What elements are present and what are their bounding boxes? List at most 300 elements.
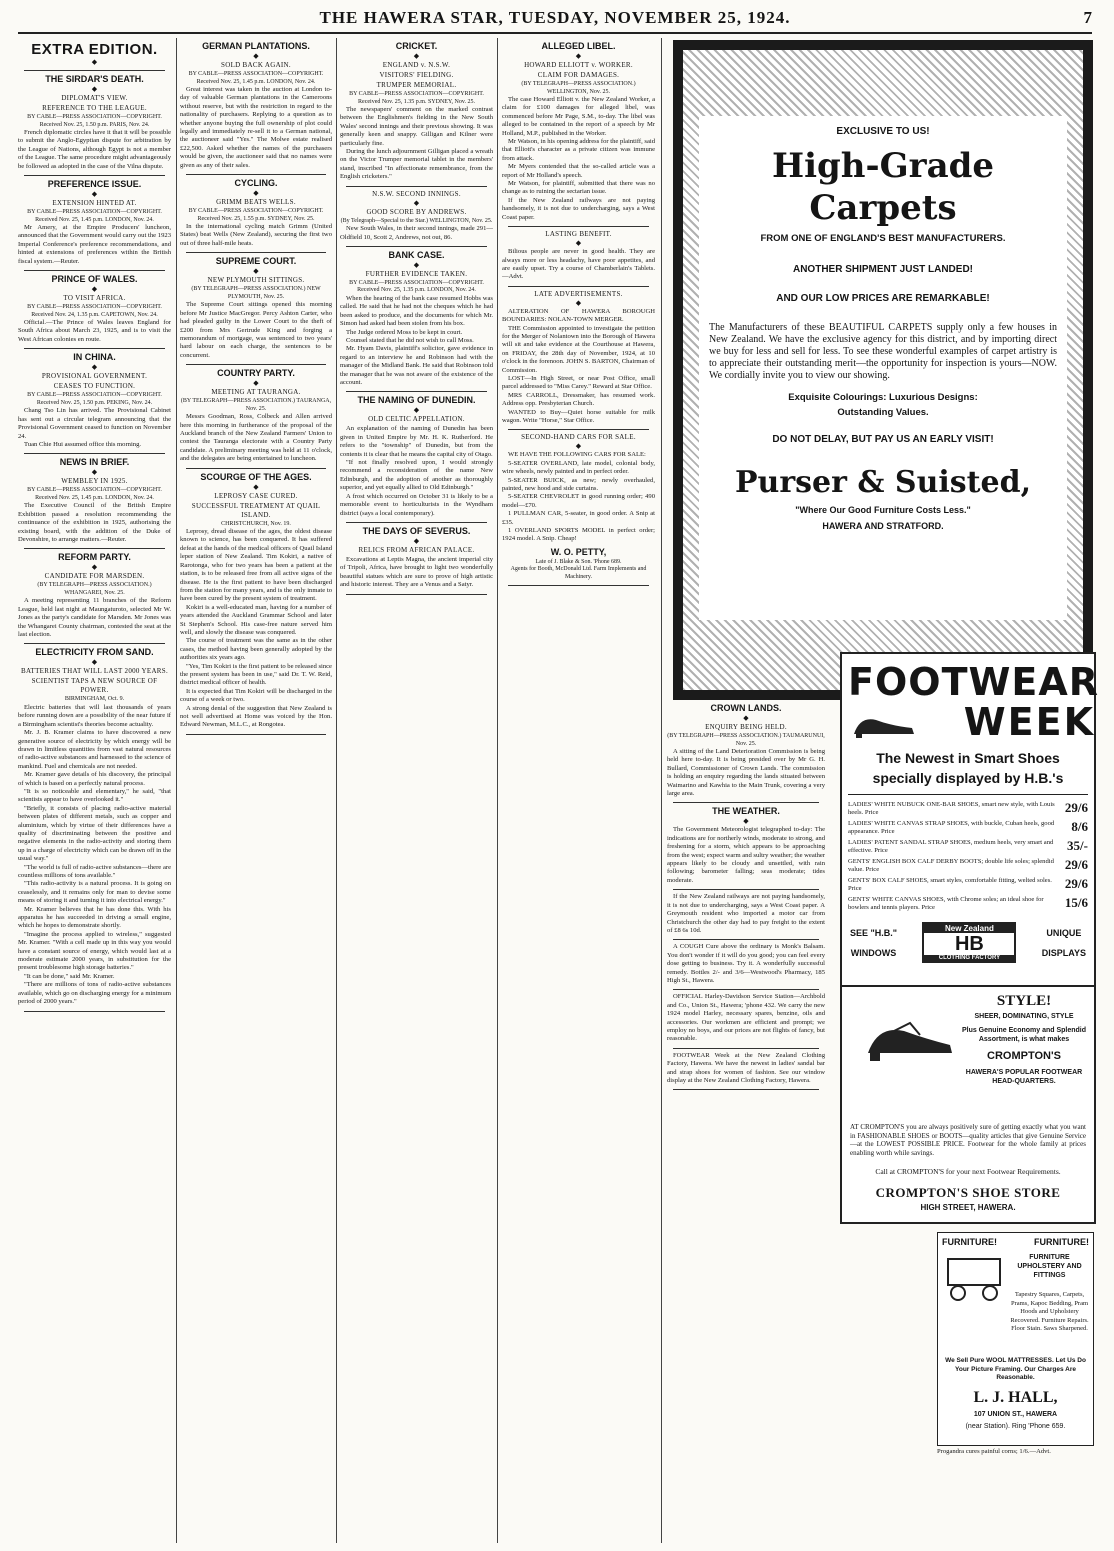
article-subheading: LEPROSY CASE CURED. [214,491,298,500]
paragraph: "The world is full of radio-active substances—there are countless millions of tons available." [18,863,171,879]
article-divider [24,70,165,71]
cromptons-shoe-store-ad [840,985,1096,1224]
ad-line: FROM ONE OF ENGLAND'S BEST MANUFACTURERS. [760,233,1006,244]
ornament-divider: ◆ [253,267,259,276]
item-price: 35/- [1067,838,1088,853]
ornament-divider: ◆ [575,239,582,248]
paragraph: The course of treatment was the same as in the other cases, the method having been generally adopted by the authorities six years ago. [180,637,332,662]
article-body [340,556,493,590]
article-divider [186,468,326,469]
article [502,290,655,426]
ad-line: HIGH STREET, HAWERA. [920,1203,1016,1212]
article-body [502,308,655,426]
article [340,526,493,590]
article-body [18,407,171,449]
ad-headline: High-Grade Carpets [771,146,995,228]
ad-line: DO NOT DELAY, BUT PAY US AN EARLY VISIT! [772,434,994,445]
article-dateline: CHRISTCHURCH, Nov. 19. [221,520,291,527]
article [502,433,655,581]
paragraph: THE Commission appointed to investigate the petition for the Merger of Nolantown into the Borough of Hawera will sit and take evidence at the Courthouse at Hawera, on FRIDAY, the 28th day of November, 1924, at 10 o'clock in the forenoon. JOHN S. BARTON, Chairman of Commission. [502,324,655,374]
article-headline: ALLEGED LIBEL. [541,41,616,51]
article-body [667,1052,825,1086]
paragraph: Official.—The Prince of Wales leaves England for South Africa about March 23, 1925, and is to visit the West African colonies en route. [18,319,171,343]
ad-body: AT CROMPTON'S you are always positively sure of getting exactly what you want in FASHIONABLE SHOES or BOOTS—quality articles that give Genuine Service—at the LOWEST POSSIBLE PRICE. Footwear for the whole family at prices enabling worth while savings. [850,1123,1086,1157]
item-description: GENTS' BOX CALF SHOES, smart styles, comfortable fitting, welted soles. Price [848,877,1052,892]
article-headline: ELECTRICITY FROM SAND. [35,647,154,658]
ad-line: HAWERA'S POPULAR FOOTWEAR HEAD-QUARTERS. [965,1069,1083,1085]
ad-line: AND OUR LOW PRICES ARE REMARKABLE! [776,293,990,304]
ad-body: We Sell Pure WOOL MATTRESSES. Let Us Do Your Picture Framing. Our Charges Are Reasonable. [945,1357,1086,1381]
article [667,943,825,985]
ad-body: Tapestry Squares, Carpets, Prams, Kapoc Bedding, Pram Hoods and Upholstery Recovered. Furniture Repairs. Floor Stain. Saws Sharpened. [1010,1291,1089,1332]
hb-logo [922,922,1016,963]
article-divider [186,252,326,253]
article [180,41,332,170]
paragraph: In the international cycling match Grimm (United States) beat Wells (New Zealand), securing the first two out of three half-mile heats. [180,223,332,247]
article-subheading: RELICS FROM AFRICAN PALACE. [358,545,475,554]
article [667,806,825,885]
article-divider [24,270,165,271]
ad-line: FURNITURE UPHOLSTERY AND FITTINGS [1017,1254,1082,1279]
article-headline: SCOURGE OF THE AGES. [200,471,312,482]
ad-line: FURNITURE! [1034,1237,1089,1247]
article-subheading: LATE ADVERTISEMENTS. [534,289,623,298]
article-subheading: BATTERIES THAT WILL LAST 2000 YEARS. [20,667,169,676]
price-list [848,794,1088,912]
item-price: 29/6 [1064,857,1088,872]
purser-suisted-carpets-ad [673,40,1093,700]
article-divider [186,174,326,175]
ad-subhead: The Newest in Smart Shoes [876,750,1060,766]
paragraph: During the lunch adjournment Gilligan placed a wreath on the Victor Trumper memorial tablet in the members' stand, inscribed "In affectionate remembrance, from the English cricketers." [340,148,493,181]
ad-line: Outstanding Values. [837,407,929,418]
ad-subhead: specially displayed by H.B.'s [872,770,1064,786]
paragraph: Mr. Kramer gave details of his discovery, the principal of which is based on a perfectly natural process. [18,771,171,787]
price-list-row [848,896,1088,912]
article [180,178,332,248]
ad-line: 107 UNION ST., HAWERA [973,1411,1058,1418]
ornament-divider: ◆ [253,189,259,198]
column-rule [176,38,177,1543]
article [340,395,493,517]
ad-line: ANOTHER SHIPMENT JUST LANDED! [792,264,973,275]
article [667,1052,825,1086]
article-divider [346,186,487,187]
ad-line: SHEER, DOMINATING, STYLE [974,1013,1074,1020]
article-divider [508,585,649,586]
price-list-row [848,877,1088,893]
article-dateline: BY CABLE—PRESS ASSOCIATION—COPYRIGHT. Received Nov. 25, 1.45 p.m. LONDON, Nov. 24. [27,209,162,223]
article-headline: CRICKET. [395,41,438,51]
article [180,472,332,730]
column-4 [502,38,655,589]
paragraph: Mr Myers contended that the so-called article was a report of Mr Holland's speech. [502,163,655,179]
paragraph: French diplomatic circles have it that it will be possible to submit the Anglo-Egyptian dispute for arbitration by the League of Nations, although Egypt is not a member of the League. The same procedure might advantageously be followed as adopted in the case of the Vilna dispute. [18,129,171,170]
ornament-divider: ◆ [91,285,98,294]
article-body [502,451,655,543]
article-headline: THE DAYS OF SEVERUS. [362,525,471,536]
article-divider [24,1011,165,1012]
article-body [340,106,493,182]
article-body [18,224,171,266]
paragraph: Great interest was taken in the auction at London to-day of valuable German plantations in the Cameroons without reserve, but with the restriction in regard to the nationality of purchasers. Replying to a question as to whether anyone buying the full ownership of plot could legally and immediately re-sell it to a German national, the auctioneer said "Yes." The Molwe estate realised £22,500. Asked whether the names of the purchasers would be given, the auctioneer said that no names were given as any of their sales. [180,86,332,169]
article-divider [673,939,819,940]
article-subheading: ENGLAND v. N.S.W. [382,61,451,69]
item-price: 8/6 [1071,819,1088,834]
logo-text: New Zealand [924,924,1014,933]
ad-line: FURNITURE! [942,1237,997,1247]
article-divider [186,734,326,735]
paragraph: WE HAVE THE FOLLOWING CARS FOR SALE: [508,451,646,459]
advert-signature: W. O. PETTY, [550,546,607,557]
ornament-divider: ◆ [91,190,98,199]
article-subheading: LASTING BENEFIT. [545,230,612,239]
article-divider [673,802,819,803]
article-headline: REFORM PARTY. [58,552,131,563]
paragraph: WANTED to Buy—Quiet horse suitable for milk wagon. Write "Horse," Star Office. [502,408,655,424]
paragraph: When the hearing of the bank case resumed Hobbs was called. He said that he had not the cheques which he had been asked to produce, and the documents for which Mr. Simon had asked had been stolen from his box. [340,294,493,328]
article-subheading: PROVISIONAL GOVERNMENT. [41,372,148,381]
article-dateline: BY CABLE—PRESS ASSOCIATION—COPYRIGHT. Received Nov. 24, 1.35 p.m. CAPETOWN, Nov. 24. [27,304,162,318]
article-headline: EXTRA EDITION. [31,41,158,58]
article-body [180,413,332,463]
article-headline: THE WEATHER. [712,806,780,817]
item-price: 29/6 [1064,876,1088,891]
article-subheading: SOLD BACK AGAIN. [221,61,291,69]
article-divider [673,989,819,990]
article [502,41,655,222]
ornament-divider: ◆ [413,260,420,269]
article-subheading: SUCCESSFUL TREATMENT AT QUAIL ISLAND. [191,501,321,519]
ornament-divider: ◆ [91,563,98,572]
article-body [180,86,332,170]
article-subheading: CEASES TO FUNCTION. [53,382,136,391]
article-body [340,425,493,517]
paragraph: Mr Watson, for plaintiff, submitted that there was no change as to ruining the sectarian issue. [502,180,655,196]
masthead-title: THE HAWERA STAR, TUESDAY, NOVEMBER 25, 1924. [319,8,791,27]
article-headline: CROWN LANDS. [710,703,782,713]
price-list-row [848,839,1088,855]
article [340,190,493,242]
article-subheading: WEMBLEY IN 1925. [61,477,128,486]
article-body [18,502,171,544]
column-2 [180,38,332,738]
article [18,552,171,639]
paragraph: Mr. Hyam Davis, plaintiff's solicitor, gave evidence in regard to an interview he and Robinson had with the manager of the Midland Bank. He said that Robinson told the manager that he was not aware of the existence of the account. [340,345,493,387]
paragraph: New South Wales, in their second innings, made 291—Oldfield 10, Scott 2, Andrews, not out, 86. [340,225,493,241]
paragraph: Bilious people are never in good health. They are always more or less headachy, have poor appetites, and are easily upset. Try a course of Chamberlain's Tablets. —Advt. [502,248,655,281]
article-body [340,295,493,387]
article [667,893,825,935]
paragraph: Leprosy, dread disease of the ages, the oldest disease known to science, has been conquered. It has suffered defeat at the hands of the medical officers of Quail Island leper station of New Zealand. Tim Kokiri, a native of Rarotonga, who for two years has been a patient at the station, is to be released free from all active signs of the disease. He is the first patient to have been discharged from the station for many years, and is the only inmate to have been cured by the present system of treatment. [180,528,332,603]
ornament-divider: ◆ [575,52,582,60]
article-body [18,597,171,639]
article [180,368,332,463]
paragraph: "It is so noticeable and elementary," he said, "that scientists appear to have overlooked it." [18,787,171,804]
ad-line: WINDOWS [850,947,897,958]
article-subheading: EXTENSION HINTED AT. [52,199,137,208]
ad-line: DISPLAYS [1041,947,1086,958]
article-divider [673,1089,819,1090]
article-body [18,704,171,1007]
paragraph: A strong denial of the suggestion that New Zealand is not well advertised at Home was voiced by the Hon. Edward Newman, M.L.C., at Rongotea. [180,704,332,729]
article-subheading: VISITORS' FIELDING. [379,71,454,79]
article-headline: GERMAN PLANTATIONS. [202,41,310,51]
ad-line: SEE "H.B." [850,927,898,938]
article-headline: THE SIRDAR'S DEATH. [45,74,144,84]
paragraph: FOOTWEAR Week at the New Zealand Clothing Factory, Hawera. We have the newest in ladies' sandal bar and strap shoes for women of fashion. See our window display at the New Zealand Clothing Factory, Hawera. [667,1051,825,1084]
paragraph: "There are millions of tons of radio-active substances available, which go on discharging energy for a minimum period of 2000 years." [18,981,171,1006]
advert-detail: Agents for Booth, McDonald Ltd. Farm Implements and Machinery. [510,566,647,580]
article [667,993,825,1043]
ornament-divider: ◆ [91,58,98,66]
article-headline: NEWS IN BRIEF. [59,457,130,468]
ornament-divider: ◆ [413,52,420,60]
paragraph: 1 PULLMAN CAR, 5-seater, in good order. A Snip at £35. [502,510,655,526]
paragraph: If the New Zealand railways are not paying handsomely, it is not due to undercharging, says a West Coast paper. [502,196,655,221]
ad-body: The Manufacturers of these BEAUTIFUL CARPETS supply only a few houses in New Zealand. We have the exclusive agency for this district, and by importing direct we buy for less and sell for less. To see these wonderful examples of carpet artistry is to appreciate their outstanding merit—the opportunity for inspection is yours—NOW. We cordially invite you to view our showing. [709,322,1057,381]
paragraph: "If not finally resolved upon, I would strongly recommend a reconsideration of the name New Edinburgh, and the adoption of another as thoroughly superior, and yet equally allied to Old Edinburgh." [340,459,493,492]
ornament-divider: ◆ [91,658,98,667]
article-body [340,225,493,242]
ornament-divider: ◆ [91,85,98,93]
article-headline: IN CHINA. [73,352,116,363]
ad-line: (near Station). Ring 'Phone 659. [965,1423,1066,1430]
paragraph: The newspapers' comment on the marked contrast between the Englishmen's fielding in the New South Wales' second innings and their previous showing. It was generally keen and snappy. Gilligan and Kilner were particularly fine. [340,106,493,147]
ornament-divider: ◆ [743,817,749,826]
paragraph: Mr Amery, at the Empire Producers' luncheon, announced that the Government would carry out the 1923 Imperial Conference's preference recommendations, and hinted at extensions of preferences within the British fiscal system.—Reuter. [18,224,171,265]
page-number: 7 [1083,8,1092,27]
article-body [502,96,655,222]
article-headline: CYCLING. [234,178,278,189]
article-divider [508,286,649,287]
ornament-divider: ◆ [413,198,420,207]
article-headline: THE NAMING OF DUNEDIN. [357,395,476,406]
article-dateline: BY CABLE—PRESS ASSOCIATION—COPYRIGHT. Received Nov. 25, 1.35 p.m. LONDON, Nov. 24. [349,279,484,294]
article [340,250,493,387]
paragraph: 5-SEATER BUICK, as new; newly overhauled, painted, new hood and side curtains. [502,476,655,493]
article-divider [24,175,165,176]
article-divider [346,594,487,595]
paragraph: An explanation of the naming of Dunedin has been given in United Empire by Mr. H. K. Rutherford. He refers to the "township" of Dunedin, but from the contents it is clear that he means the capital city of Otago. [340,425,493,458]
article-divider [24,348,165,349]
ad-line: Call at CROMPTON'S for your next Footwear Requirements. [875,1167,1061,1176]
item-description: GENTS' ENGLISH BOX CALF DERBY BOOTS; double life soles; splendid value. Price [848,858,1054,873]
paragraph: A frost which occurred on October 31 is likely to be a memorable event to horticulturists in the Wyndham district (says a local contemporary). [340,492,493,517]
ornament-divider: ◆ [575,298,582,307]
ornament-divider: ◆ [91,363,98,372]
ad-line: UNIQUE [1046,927,1082,938]
paragraph: Tuan Chie Hui assumed office this morning. [24,440,142,448]
article-subheading: NEW PLYMOUTH SITTINGS. [207,276,305,285]
paragraph: "This radio-activity is a natural process. It is going on ceaselessly, and it remains only for man to devise some means of storing it and turning it into electrical energy." [18,880,171,905]
article [18,41,171,66]
column-5 [667,700,825,1540]
article-subheading: TRUMPER MEMORIAL. [376,81,457,89]
article-subheading: ENQUIRY BEING HELD. [705,723,787,731]
article-dateline: BY CABLE—PRESS ASSOCIATION—COPYRIGHT. Received Nov. 25, 1.45 p.m. LONDON, Nov. 24. [188,71,324,85]
paragraph: A COUGH Cure above the ordinary is Monk's Balsam. You don't wonder if it will do you good; you can feel every dose getting to business. Try it. A wonderfully successful remedy. Bottles 2/- and 3/6—Westwood's Pharmacy, 185 High St., Hawera. [667,943,825,984]
article-dateline: (BY TELEGRAPH—PRESS ASSOCIATION.) TAUMARUNUI, Nov. 25. [667,733,825,747]
ad-line: EXCLUSIVE TO US! [836,126,930,137]
article-headline: SUPREME COURT. [215,256,297,267]
ornament-divider: ◆ [743,714,749,722]
article-subheading: OLD CELTIC APPELLATION. [368,415,465,424]
ad-brand: L. J. HALL, [973,1389,1058,1406]
article-divider [346,391,487,392]
ad-brand: CROMPTON'S [987,1050,1061,1062]
column-rule [661,38,662,1543]
article-body [667,826,825,885]
paragraph: The Executive Council of the British Empire Exhibition passed a resolution recommending the continuance of the exhibition in 1925, authorising the existing board, with the addition of the Duke of Devonshire, to arrange matters.—Reuter. [18,502,171,543]
article-divider [186,364,326,365]
article-dateline: (BY TELEGRAPH—PRESS ASSOCIATION.) TAURANGA, Nov. 25. [180,398,332,412]
item-description: GENTS' WHITE CANVAS SHOES, with Chrome soles; an ideal shoe for bowlers and tennis players. Price [848,896,1044,911]
price-list-row [848,801,1088,817]
paragraph: Kokiri is a well-educated man, having for a number of years attended the Auckland Grammar School and later St Stephen's School. His case-free nature served him well, and slowly the disease was conquered. [180,603,332,636]
article-subheading: DIPLOMAT'S VIEW. [61,94,128,102]
article-body [667,943,825,985]
lj-hall-furniture-ad [937,1232,1094,1446]
footwear-week-ad [840,652,1100,989]
article [18,179,171,266]
corns-remedy-advt: Progandra cures painful corns; 1/6.—Advt. [937,1448,1051,1455]
paragraph: Counsel stated that he did not wish to call Moss. [346,337,474,344]
ad-headline: STYLE! [996,993,1052,1009]
ad-line: HAWERA AND STRATFORD. [822,521,944,531]
ad-headline: FOOTWEAR [848,660,1100,704]
article [18,457,171,544]
article-body [180,528,332,730]
column-rule [497,38,498,1543]
article-body [667,893,825,935]
article-body [502,248,655,282]
paragraph: "Yes, Tim Kokiri is the first patient to be released since the present system has been in use," said Dr. T. W. Reid, district medical officer of health. [180,662,332,687]
article-headline: BANK CASE. [388,249,445,260]
paragraph: "Imagine the process applied to wireless," suggested Mr. Kramer. "With a cell made up in this way you would have a constant source of energy, which would last at a moderate estimate 2000 years, in substitution for the present troublesome high storage batteries." [18,930,171,972]
article-subheading: GRIMM BEATS WELLS. [216,198,296,207]
column-rule [336,38,337,1543]
logo-text: HB [954,933,984,955]
paragraph: 5-SEATER OVERLAND, late model, colonial body, wire wheels, newly painted and in perfect order. [502,459,655,476]
ornament-divider: ◆ [575,442,582,451]
article [18,352,171,449]
paragraph: A sitting of the Land Deterioration Commission is being held here to-day. It is being presided over by Mr G. H. Bullard, Commissioner of Crown Lands. The commission is holding an enquiry regarding the lands situated between Waimarino and Kawhia to the Main Trunk, covering a very large area. [667,748,825,798]
ornament-divider: ◆ [91,468,98,477]
article-divider [24,643,165,644]
article-divider [346,246,487,247]
article-dateline: BY CABLE—PRESS ASSOCIATION—COPYRIGHT. Received Nov. 25, 1.35 p.m. SYDNEY, Nov. 25. [349,91,484,105]
paragraph: Mr Watson, in his opening address for the plaintiff, said that Elliott's character as a private citizen was immune from attack. [502,138,655,162]
shoe-illustration [852,704,916,740]
item-description: LADIES' WHITE NUBUCK ONE-BAR SHOES, smart new style, with Louis heels. Price [848,801,1055,816]
article-subheading: CANDIDATE FOR MARSDEN. [44,572,145,581]
article-dateline: (BY TELEGRAPH—PRESS ASSOCIATION.) NEW PLYMOUTH, Nov. 25. [191,286,321,300]
item-price: 15/6 [1064,895,1088,910]
paragraph: MRS CARROLL, Dressmaker, has resumed work. Address opp. Presbyterian Church. [502,391,655,408]
paragraph: Mr. Kramer believes that he has done this. With his apparatus he has succeeded in driving a small engine, which he hopes to demonstrate shortly. [18,905,171,930]
paragraph: 5-SEATER CHEVROLET in good running order; 490 model—£70. [502,493,655,509]
article-body [667,993,825,1043]
article [18,647,171,1006]
paragraph: It is expected that Tim Kokiri will be discharged in the course of a week or two. [180,687,332,704]
paragraph: A meeting representing 11 branches of the Reform League, held last night at Maungaturoto, selected Mr W. Jones as the party's candidate for Marsden. Mr Jones was the Whangarei County chairman, contested the seat at the last election. [18,597,171,638]
masthead [18,6,1092,34]
article-subheading: GOOD SCORE BY ANDREWS. [366,207,467,216]
article [180,256,332,360]
article [667,703,825,798]
article-subheading: CLAIM FOR DAMAGES. [537,71,620,79]
ornament-divider: ◆ [253,482,259,491]
advert-detail: Late of J. Blake & Son. 'Phone 689. [535,558,622,565]
paragraph: 1 OVERLAND SPORTS MODEL in perfect order; 1924 model. A Snip. Cheap! [502,527,655,543]
shoe-illustration [864,1005,954,1065]
ornament-divider: ◆ [253,379,259,388]
ad-line: Exquisite Colourings: Luxurious Designs: [788,392,978,403]
article-divider [24,548,165,549]
article-divider [508,226,649,227]
article-subheading: SECOND-HAND CARS FOR SALE. [521,433,636,442]
article [502,230,655,282]
article-divider [673,1048,819,1049]
paragraph: "Briefly, it consists of placing radio-active material between plates of different metals, such as copper and aluminium, which by virtue of their differences have a quality of discriminating between the positive and negative elements in the radio-activity and storing them up in a charge of electricity which can be drawn off in the usual way." [18,804,171,863]
article-dateline: BY CABLE—PRESS ASSOCIATION—COPYRIGHT. Received Nov. 25, 1.50 p.m. PARIS, Nov. 24. [27,114,162,128]
article [18,274,171,344]
paragraph: The Government Meteorologist telegraphed to-day: The indications are for northerly winds, moderate to strong, and freshening for a storm, which appears to be approaching from the west; expect warm and sultry weather; the weather appears likely to be cloudy and unsettled, with rain following; barometer falling; seas moderate; tides moderate. [667,826,825,884]
article-dateline: (By Telegraph—Special to the Star.) WELLINGTON, Nov. 25. [340,217,493,224]
article-subheading: TO VISIT AFRICA. [63,294,126,303]
article-body [180,223,332,248]
paragraph: Messrs Goodman, Ross, Colbeck and Allen arrived here this morning in furtherance of the proposal of the Auckland branch of the New Zealand Farmers' Union to contest the Tauranga electorate with a Country Party candidate. A preliminary meeting was held at 11 o'clock, and the delegates are being entertained to luncheon. [180,413,332,463]
ad-line: "Where Our Good Furniture Costs Less." [795,505,971,515]
article-body [667,748,825,798]
article-subheading: HOWARD ELLIOTT v. WORKER. [524,61,633,69]
ad-line: Plus Genuine Economy and Splendid Assortment, is what makes [961,1027,1087,1043]
price-list-row [848,820,1088,836]
ad-brand: CROMPTON'S SHOE STORE [875,1185,1061,1200]
article-headline: COUNTRY PARTY. [217,368,295,379]
article-divider [346,522,487,523]
paragraph: "It can be done," said Mr. Kramer. [24,972,115,980]
article-subheading: SCIENTIST TAPS A NEW SOURCE OF POWER. [31,677,158,695]
ornament-divider: ◆ [413,536,420,545]
paragraph: Electric batteries that will last thousands of years before running down are a possibility of the near future if a Birmingham scientist's theories become actuality. [18,703,171,728]
article-dateline: BY CABLE—PRESS ASSOCIATION—COPYRIGHT. Received Nov. 25, 1.55 p.m. SYDNEY, Nov. 25. [188,208,324,222]
paragraph: Mr. J. B. Kramer claims to have discovered a new generative source of electricity by which energy will be drawn in limitless quantities from vast natural resources of radio-active substances and harnessed to the science of mankind. Fuel and chemicals are not needed. [18,729,171,770]
article-subheading: REFERENCE TO THE LEAGUE. [42,104,147,112]
price-list-row [848,858,1088,874]
column-1 [18,38,171,1015]
paragraph: Chang Tso Lin has arrived. The Provisional Cabinet has sent out a circular telegram announcing that the Provisional Government ceased to function on November 24. [18,407,171,440]
paragraph: If the New Zealand railways are not paying handsomely, it is not due to undercharging, says a West Coast paper. A Greymouth resident who imported a motor car from Christchurch the other day had to pay freight to the extent of £8 6s 10d. [667,893,825,934]
article-dateline: BIRMINGHAM, Oct. 9. [64,696,125,703]
article [18,74,171,171]
article-divider [673,889,819,890]
article-dateline: BY CABLE—PRESS ASSOCIATION—COPYRIGHT. Received Nov. 25, 1.50 p.m. PEKING, Nov. 24. [27,392,162,406]
article-subheading: N.S.W. SECOND INNINGS. [372,189,461,198]
article-subheading: FURTHER EVIDENCE TAKEN. [365,269,468,278]
pram-illustration [944,1253,1006,1303]
paragraph: The case Howard Elliott v. the New Zealand Worker, a claim for £100 damages for alleged libel, was commenced before Mr Page, S.M., to-day. The libel was alleged to be contained in the report of a speech by Mr Holland, M.P., published in the Worker. [502,96,655,137]
article-dateline: (BY TELEGRAPH—PRESS ASSOCIATION.) WHANGAREI, Nov. 25. [37,582,152,596]
ornament-divider: ◆ [413,406,420,415]
logo-text: CLOTHING FACTORY [924,955,1014,961]
paragraph: ALTERATION OF HAWERA BOROUGH BOUNDARIES: NOLAN-TOWN MERGER. [502,307,655,324]
article-divider [24,453,165,454]
paragraph: OFFICIAL Harley-Davidson Service Station—Archbold and Co., Union St., Hawera; 'phone 432. We carry the new 1924 model Harley, necessary spares, benzine, oils and accessories. Our workmen are efficient and prompt; we employ no boys, and our prices are not flights of fancy, but reasonable. [667,993,825,1043]
item-description: LADIES' PATENT SANDAL STRAP SHOES, medium heels, very smart and effective. Price [848,839,1054,854]
article-subheading: MEETING AT TAURANGA. [211,388,301,397]
